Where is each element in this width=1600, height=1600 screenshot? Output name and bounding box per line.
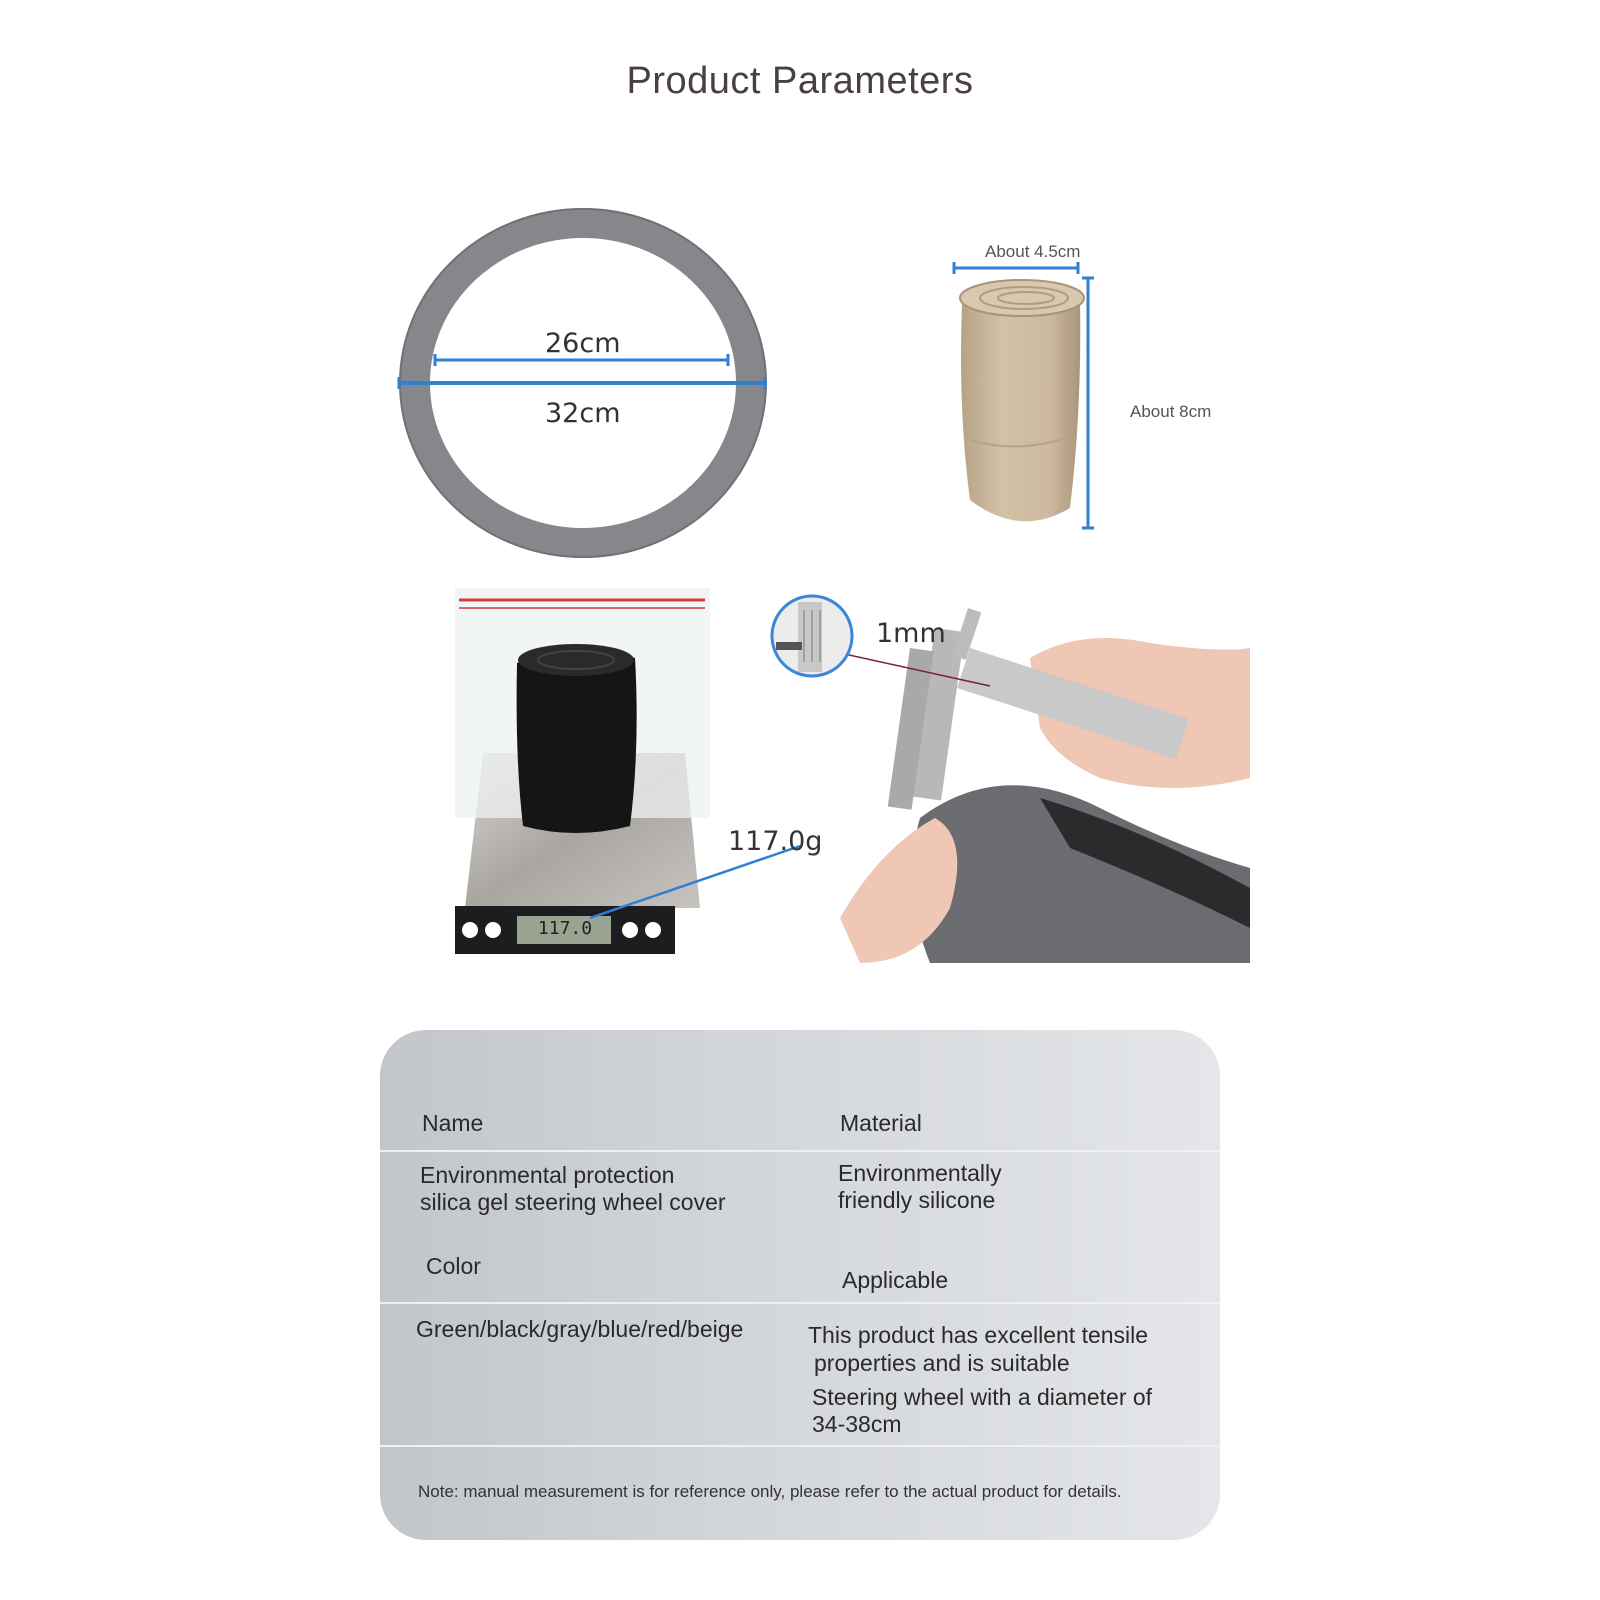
spec-applicable-line3: Steering wheel with a diameter of bbox=[812, 1384, 1153, 1410]
outer-diameter-label: 32cm bbox=[545, 398, 621, 429]
spec-table-card bbox=[380, 1030, 1220, 1540]
spec-material-value-line1: Environmentally bbox=[838, 1160, 1002, 1186]
roll-height-label: About 8cm bbox=[1130, 402, 1212, 421]
zoom-detail-circle bbox=[768, 592, 858, 682]
spec-divider bbox=[380, 1445, 1220, 1447]
roll-width-label: About 4.5cm bbox=[985, 242, 1081, 261]
weight-label: 117.0g bbox=[728, 826, 823, 857]
spec-applicable-line2: properties and is suitable bbox=[814, 1350, 1070, 1376]
spec-color-label: Color bbox=[426, 1253, 481, 1279]
roll-dimension-lines bbox=[950, 260, 1110, 540]
spec-name-value-line2: silica gel steering wheel cover bbox=[420, 1189, 726, 1215]
spec-name-label: Name bbox=[422, 1110, 484, 1136]
spec-applicable-line4: 34-38cm bbox=[812, 1411, 902, 1437]
spec-applicable-label: Applicable bbox=[842, 1267, 949, 1293]
inner-diameter-label: 26cm bbox=[545, 328, 621, 359]
spec-material-value-line2: friendly silicone bbox=[838, 1187, 996, 1213]
spec-name-value-line1: Environmental protection bbox=[420, 1162, 675, 1188]
measurement-note: Note: manual measurement is for reference only, please refer to the actual product for details. bbox=[418, 1482, 1122, 1501]
thickness-label: 1mm bbox=[876, 618, 946, 649]
page-title: Product Parameters bbox=[626, 60, 974, 102]
spec-material-label: Material bbox=[840, 1110, 922, 1136]
spec-color-value: Green/black/gray/blue/red/beige bbox=[416, 1316, 744, 1342]
spec-divider bbox=[380, 1302, 1220, 1304]
scale-display-reading: 117.0 bbox=[537, 918, 593, 939]
spec-divider bbox=[380, 1150, 1220, 1152]
spec-applicable-line1: This product has excellent tensile bbox=[808, 1322, 1149, 1348]
